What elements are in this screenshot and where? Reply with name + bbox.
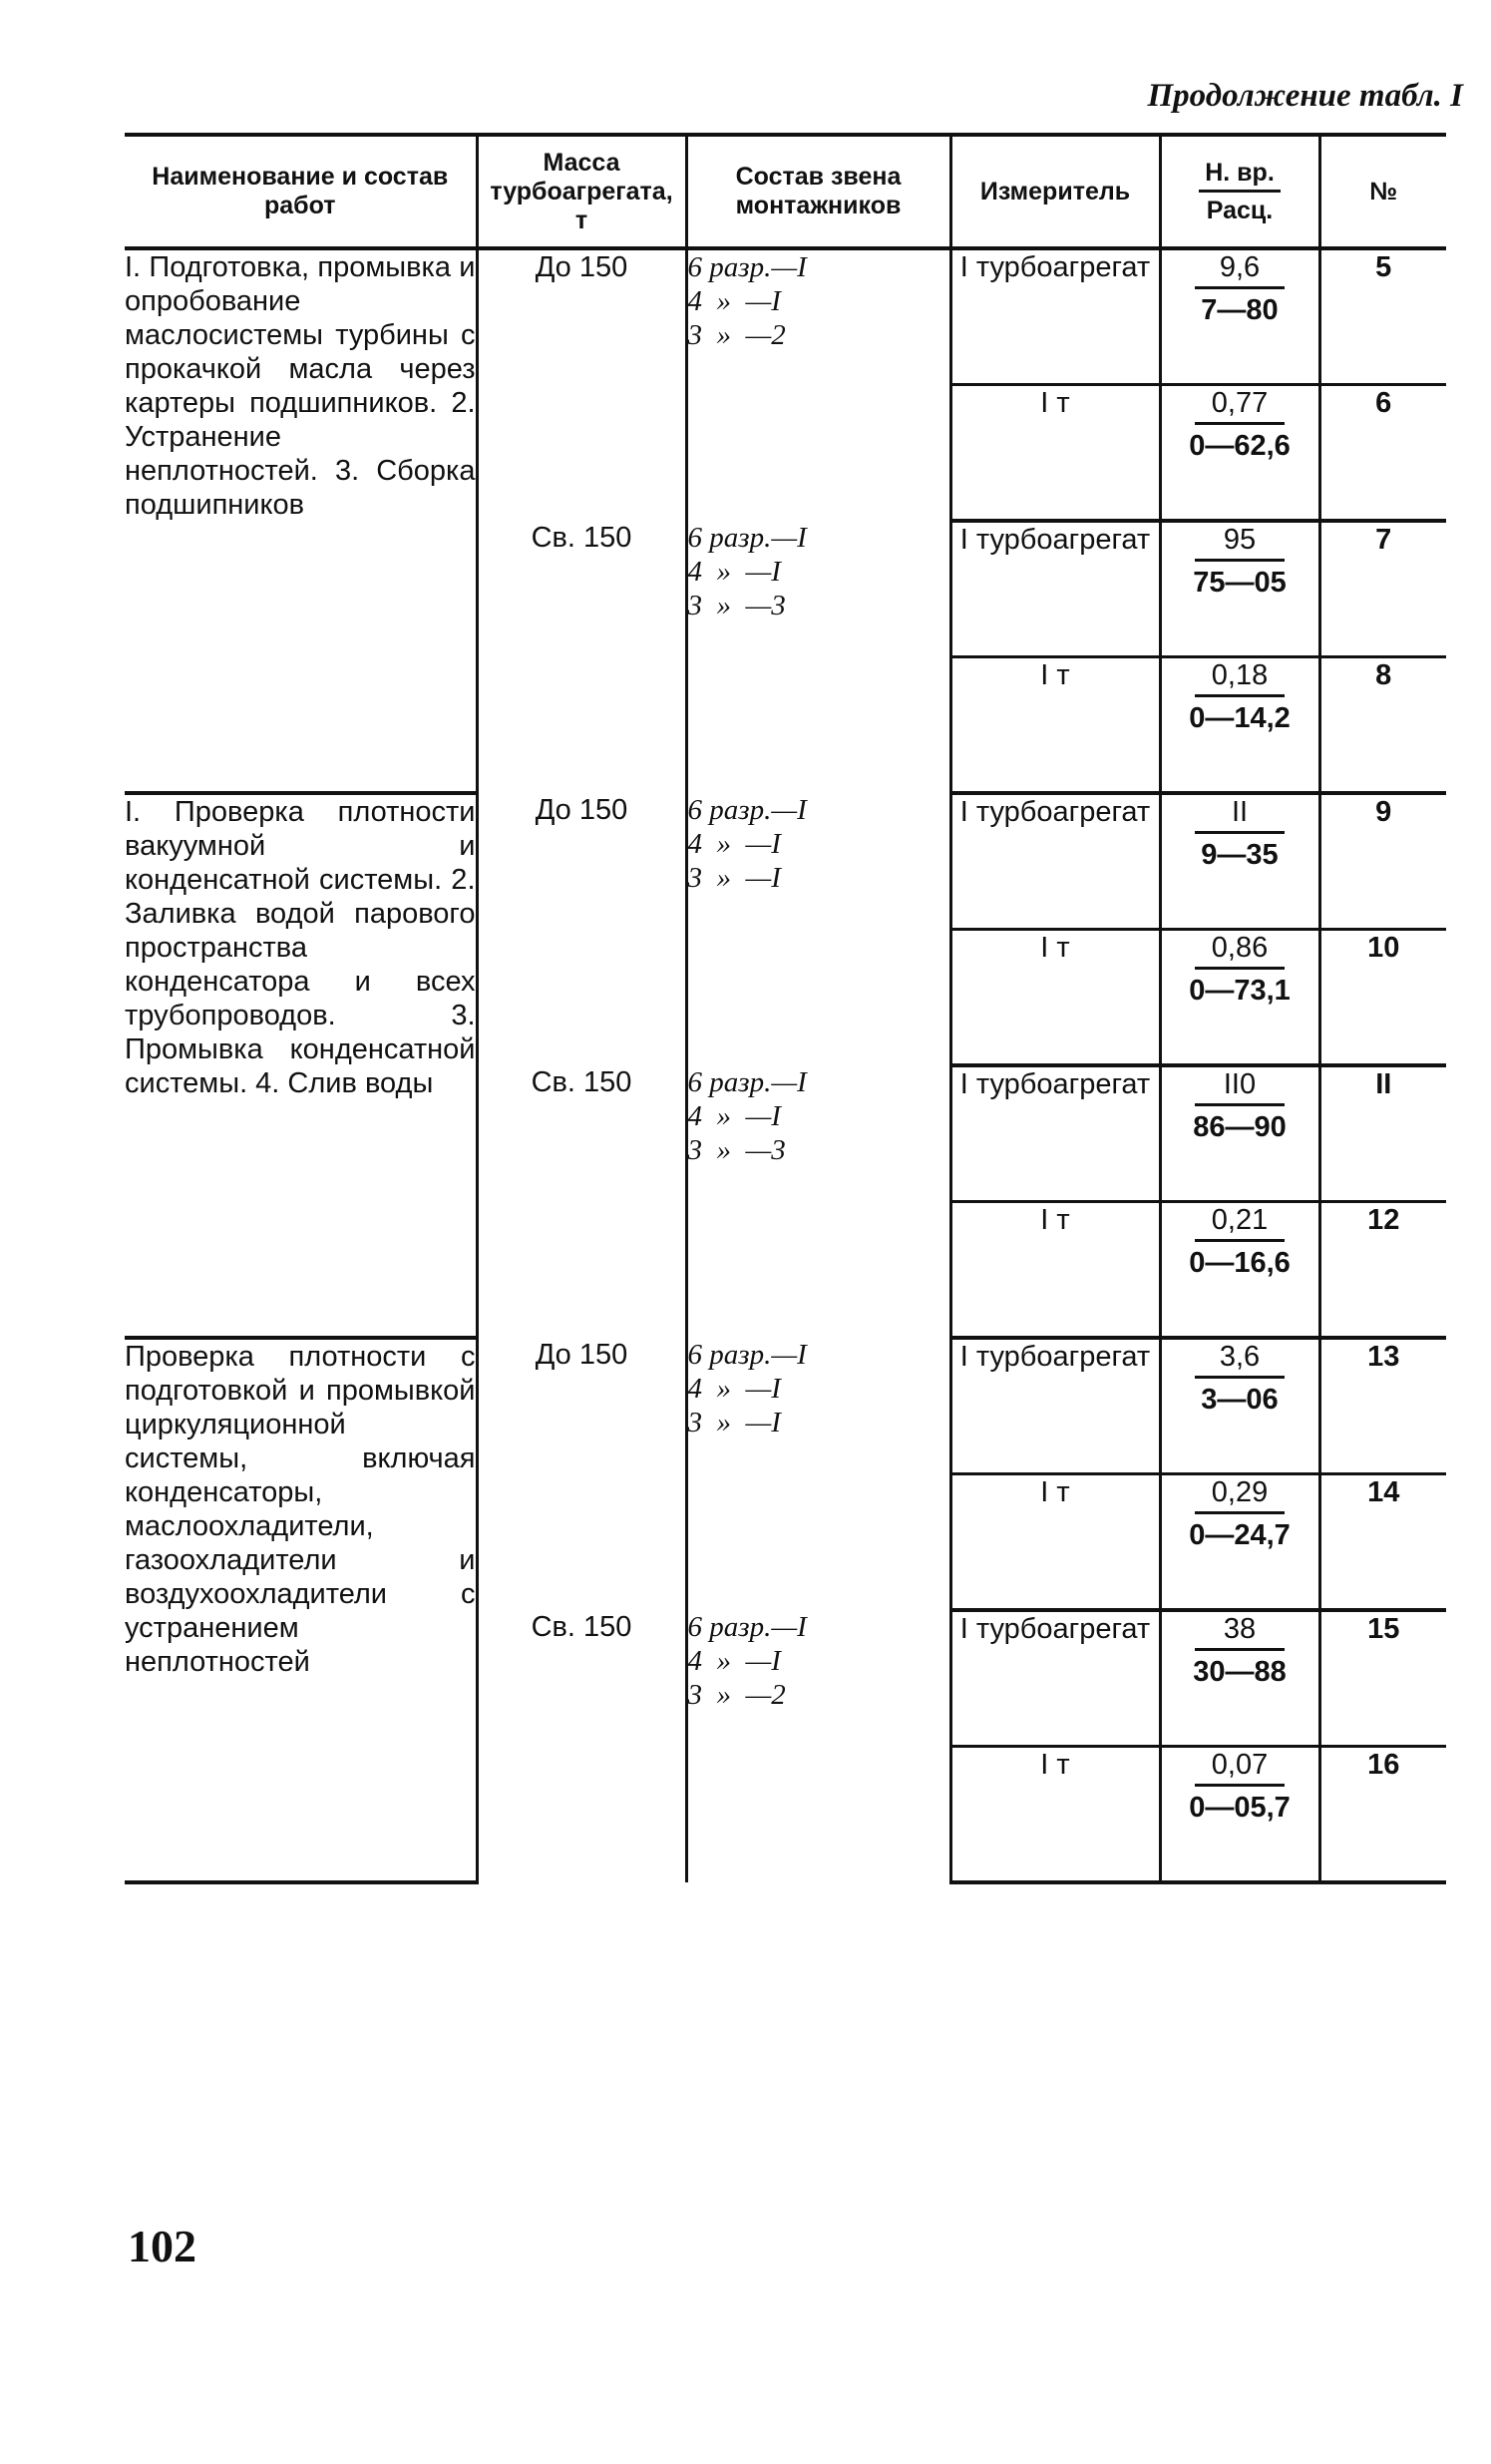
- crew-cell: 6 разр.—I 4 » —I 3 » —3: [686, 1065, 950, 1338]
- crew-cell: 6 разр.—I 4 » —I 3 » —I: [686, 793, 950, 1065]
- header-measure: Измеритель: [950, 135, 1160, 248]
- crew-cell: 6 разр.—I 4 » —I 3 » —2: [686, 248, 950, 521]
- mass-cell: До 150: [477, 1338, 686, 1610]
- header-mass: Масса турбоагрегата, т: [477, 135, 686, 248]
- row-number: 13: [1319, 1338, 1446, 1474]
- labor-norms-table: [125, 133, 1446, 1884]
- table-body: [125, 248, 1446, 1882]
- measure-cell: I турбоагрегат: [950, 248, 1160, 385]
- table-row: [125, 248, 1446, 385]
- table-row: [125, 793, 1446, 930]
- norm-price: 0—16,6: [1189, 1247, 1291, 1279]
- norm-time: II0: [1195, 1067, 1285, 1106]
- norm-cell: [1160, 1474, 1319, 1611]
- norm-price: 86—90: [1193, 1111, 1287, 1143]
- header-norm-price: Расц.: [1206, 196, 1274, 224]
- crew-cell: 6 разр.—I 4 » —I 3 » —2: [686, 1610, 950, 1882]
- measure-cell: I турбоагрегат: [950, 1610, 1160, 1747]
- norm-time: 95: [1195, 523, 1285, 562]
- norm-cell: [1160, 1338, 1319, 1474]
- measure-cell: I турбоагрегат: [950, 1065, 1160, 1202]
- mass-cell: Св. 150: [477, 521, 686, 793]
- header-crew: Состав звена монтажников: [686, 135, 950, 248]
- measure-cell: I т: [950, 1474, 1160, 1611]
- norm-time: 38: [1195, 1612, 1285, 1651]
- norm-time: 0,86: [1195, 931, 1285, 970]
- work-description: I. Проверка плотности вакуумной и конденсатной системы. 2. Заливка водой парового пространства конденсатора и всех трубопроводов. 3. Промывка конденсатной системы. 4. Слив воды: [125, 793, 477, 1338]
- norm-time: 0,18: [1195, 658, 1285, 697]
- norm-cell: [1160, 1747, 1319, 1883]
- table-continuation-note: Продолжение табл. I: [1147, 78, 1463, 114]
- page-number: 102: [128, 2221, 196, 2271]
- norm-time: 9,6: [1195, 250, 1285, 289]
- measure-cell: I т: [950, 1202, 1160, 1339]
- norm-cell: [1160, 657, 1319, 794]
- norm-time: 0,07: [1195, 1748, 1285, 1787]
- row-number: 15: [1319, 1610, 1446, 1747]
- row-number: 7: [1319, 521, 1446, 657]
- header-work: Наименование и состав работ: [125, 135, 477, 248]
- row-number: 12: [1319, 1202, 1446, 1339]
- norm-price: 3—06: [1201, 1384, 1279, 1416]
- norm-price: 0—73,1: [1189, 975, 1291, 1007]
- norm-time: 0,29: [1195, 1475, 1285, 1514]
- row-number: 9: [1319, 793, 1446, 930]
- norm-time: 0,77: [1195, 386, 1285, 425]
- norm-price: 0—62,6: [1189, 430, 1291, 462]
- norm-cell: [1160, 385, 1319, 522]
- measure-cell: I т: [950, 385, 1160, 522]
- mass-cell: До 150: [477, 248, 686, 521]
- norm-price: 0—14,2: [1189, 702, 1291, 734]
- norm-cell: [1160, 1610, 1319, 1747]
- header-norm: [1160, 135, 1319, 248]
- table-row: [125, 1338, 1446, 1474]
- measure-cell: I турбоагрегат: [950, 1338, 1160, 1474]
- work-description: Проверка плотности с подготовкой и промывкой циркуляционной системы, включая конденсаторы, маслоохладители, газоохладители и воздухоохладители с устранением неплотностей: [125, 1338, 477, 1882]
- norm-time: II: [1195, 795, 1285, 834]
- norm-price: 0—24,7: [1189, 1519, 1291, 1551]
- header-number: №: [1319, 135, 1446, 248]
- norm-price: 9—35: [1201, 839, 1279, 871]
- norm-time: 3,6: [1195, 1340, 1285, 1379]
- row-number: 5: [1319, 248, 1446, 385]
- norm-price: 0—05,7: [1189, 1792, 1291, 1824]
- crew-cell: 6 разр.—I 4 » —I 3 » —3: [686, 521, 950, 793]
- crew-cell: 6 разр.—I 4 » —I 3 » —I: [686, 1338, 950, 1610]
- header-norm-time: Н. вр.: [1199, 159, 1281, 193]
- measure-cell: I турбоагрегат: [950, 793, 1160, 930]
- measure-cell: I т: [950, 1747, 1160, 1883]
- norm-cell: [1160, 521, 1319, 657]
- row-number: 14: [1319, 1474, 1446, 1611]
- norm-time: 0,21: [1195, 1203, 1285, 1242]
- norm-cell: [1160, 1065, 1319, 1202]
- table-header-row: [125, 135, 1446, 248]
- mass-cell: До 150: [477, 793, 686, 1065]
- norm-cell: [1160, 930, 1319, 1066]
- norm-price: 75—05: [1193, 567, 1287, 599]
- measure-cell: I турбоагрегат: [950, 521, 1160, 657]
- measure-cell: I т: [950, 657, 1160, 794]
- norm-price: 30—88: [1193, 1656, 1287, 1688]
- norm-cell: [1160, 793, 1319, 930]
- row-number: 16: [1319, 1747, 1446, 1883]
- norm-cell: [1160, 1202, 1319, 1339]
- mass-cell: Св. 150: [477, 1065, 686, 1338]
- row-number: 10: [1319, 930, 1446, 1066]
- mass-cell: Св. 150: [477, 1610, 686, 1882]
- work-description: I. Подготовка, промывка и опробование маслосистемы турбины с прокачкой масла через картеры подшипников. 2. Устранение неплотностей. 3. Сборка подшипников: [125, 248, 477, 793]
- norm-price: 7—80: [1201, 294, 1279, 326]
- measure-cell: I т: [950, 930, 1160, 1066]
- row-number: 8: [1319, 657, 1446, 794]
- norm-cell: [1160, 248, 1319, 385]
- row-number: II: [1319, 1065, 1446, 1202]
- row-number: 6: [1319, 385, 1446, 522]
